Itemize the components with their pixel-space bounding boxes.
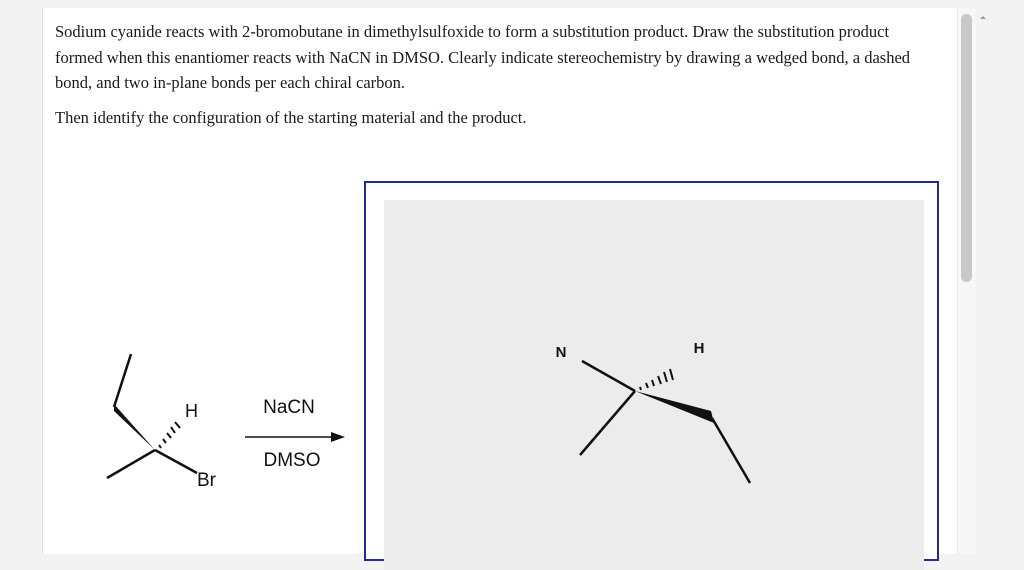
bond-c-n xyxy=(582,361,635,391)
question-page xyxy=(42,8,959,554)
starting-material xyxy=(107,354,217,491)
bond-methyl xyxy=(107,450,155,478)
chevron-up-icon[interactable] xyxy=(978,13,988,23)
reaction-scheme xyxy=(43,8,363,554)
br-label: Br xyxy=(197,470,216,491)
drawing-area[interactable] xyxy=(384,200,924,570)
bond-down-right xyxy=(712,418,750,483)
hashed-bond-h xyxy=(640,369,673,390)
reaction-arrow xyxy=(245,432,345,442)
bond-down-left xyxy=(580,391,635,455)
vertical-scrollbar[interactable] xyxy=(957,8,976,554)
question-paragraph: Sodium cyanide reacts with 2-bromobutane in dimethylsulfoxide to form a substitution product. Draw the substitution product formed when this enantiomer reacts with NaCN in DMSO. Clearly indicate stereochemistry by drawing a wedged bond, a dashed bond, and two in-plane bonds per each chiral carbon. xyxy=(55,22,911,92)
bond-ethyl-top xyxy=(114,354,131,407)
h-atom-label: H xyxy=(693,340,705,357)
wedge-bond xyxy=(114,404,155,450)
hashed-bond-h xyxy=(159,422,180,448)
reagent-label: NaCN xyxy=(263,397,315,418)
h-label: H xyxy=(185,401,198,421)
wedge-bond xyxy=(635,391,714,423)
bond-c-br xyxy=(155,450,197,473)
drawn-structure xyxy=(384,200,924,570)
n-atom-label: N xyxy=(555,344,567,361)
question-instruction: Then identify the configuration of the starting material and the product. xyxy=(55,107,527,127)
reaction-scheme-svg xyxy=(43,8,363,554)
solvent-label: DMSO xyxy=(263,450,321,471)
drawing-canvas[interactable] xyxy=(364,181,939,561)
scroll-thumb[interactable] xyxy=(961,14,972,282)
